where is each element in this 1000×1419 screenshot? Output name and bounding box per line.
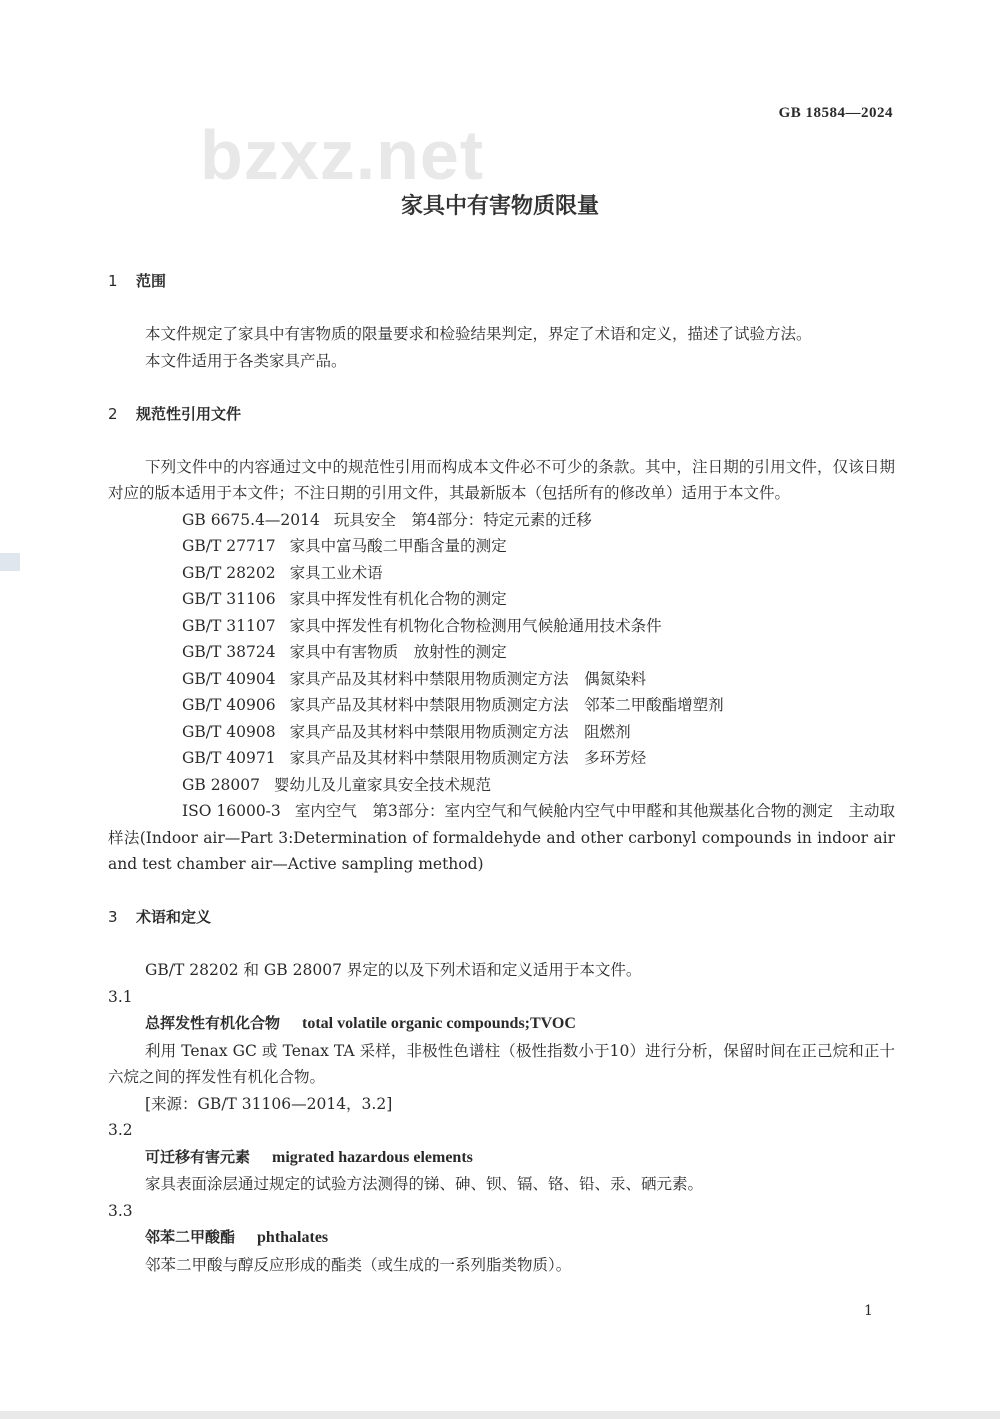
reference-code: GB/T 27717	[182, 537, 276, 555]
term-entry	[108, 1198, 895, 1279]
section-2-body	[108, 454, 895, 878]
paragraph: 下列文件中的内容通过文中的规范性引用而构成本文件必不可少的条款。其中，注日期的引用文件，仅该日期对应的版本适用于本文件；不注日期的引用文件，其最新版本（包括所有的修改单）适用于本文件。	[108, 457, 895, 502]
reference-item	[108, 798, 895, 878]
reference-list	[108, 507, 895, 878]
page-bottom-edge	[0, 1411, 1000, 1419]
term-en: migrated hazardous elements	[272, 1148, 473, 1166]
page-edge-mark	[0, 553, 20, 571]
reference-item	[108, 586, 895, 613]
page-number: 1	[864, 1303, 873, 1319]
reference-item	[108, 719, 895, 746]
term-entry	[108, 1117, 895, 1198]
term-number: 3.3	[108, 1201, 133, 1220]
reference-item	[108, 507, 895, 534]
reference-title: 家具产品及其材料中禁限用物质测定方法 邻苯二甲酸酯增塑剂	[289, 696, 724, 714]
reference-title: 家具中有害物质 放射性的测定	[289, 643, 507, 661]
term-number: 3.1	[108, 987, 133, 1006]
section-title: 术语和定义	[136, 908, 212, 926]
reference-code: GB 6675.4—2014	[182, 510, 320, 529]
reference-code: GB 28007	[182, 775, 261, 794]
term-en: total volatile organic compounds;TVOC	[302, 1015, 576, 1032]
paragraph: GB/T 28202 和 GB 28007 界定的以及下列术语和定义适用于本文件。	[145, 961, 642, 979]
reference-title: 家具产品及其材料中禁限用物质测定方法 多环芳烃	[289, 749, 647, 767]
reference-item	[108, 666, 895, 693]
document-body	[108, 268, 895, 1278]
reference-item	[108, 533, 895, 560]
reference-title: 家具中挥发性有机物化合物检测用气候舱通用技术条件	[289, 616, 662, 635]
reference-code: GB/T 40906	[182, 696, 276, 714]
reference-title: 家具产品及其材料中禁限用物质测定方法 偶氮染料	[289, 669, 647, 688]
section-number: 3	[108, 908, 118, 926]
paragraph: 本文件适用于各类家具产品。	[145, 351, 347, 370]
section-title: 规范性引用文件	[136, 404, 242, 423]
reference-item	[108, 613, 895, 640]
term-definition: 邻苯二甲酸与醇反应形成的酯类（或生成的一系列脂类物质）。	[145, 1255, 572, 1274]
term-name	[108, 1144, 895, 1172]
reference-title: 家具中富马酸二甲酯含量的测定	[289, 537, 507, 555]
reference-code: ISO 16000-3	[182, 802, 281, 820]
reference-title: 家具产品及其材料中禁限用物质测定方法 阻燃剂	[289, 722, 631, 741]
section-number: 1	[108, 272, 118, 290]
term-entry	[108, 984, 895, 1118]
term-name	[108, 1010, 895, 1038]
reference-code: GB/T 31107	[182, 616, 276, 635]
section-heading	[108, 268, 895, 295]
document-title: 家具中有害物质限量	[400, 194, 599, 219]
reference-code: GB/T 38724	[182, 643, 276, 661]
section-heading	[108, 904, 895, 931]
term-number: 3.2	[108, 1121, 133, 1139]
standard-number: GB 18584—2024	[778, 105, 893, 121]
reference-code: GB/T 31106	[182, 590, 276, 608]
term-name	[108, 1224, 895, 1252]
reference-item	[108, 772, 895, 799]
term-zh: 总挥发性有机化合物	[145, 1014, 281, 1032]
reference-code: GB/T 40971	[182, 749, 276, 767]
section-number: 2	[108, 404, 118, 423]
reference-item	[108, 560, 895, 587]
section-3-body	[108, 957, 895, 1278]
reference-title: 室内空气 第3部分：室内空气和气候舱内空气中甲醛和其他羰基化合物的测定 主动取样法(Indoor air—Part 3:Determination of formaldehyde and other carbonyl compounds in indoor air and test chamber air—Active sampling method)	[108, 802, 895, 873]
reference-title: 家具中挥发性有机化合物的测定	[289, 590, 507, 608]
term-en: phthalates	[257, 1229, 329, 1246]
reference-code: GB/T 40908	[182, 722, 276, 741]
reference-code: GB/T 40904	[182, 669, 276, 688]
reference-title: 家具工业术语	[289, 563, 383, 582]
section-heading	[108, 401, 895, 428]
paragraph: 本文件规定了家具中有害物质的限量要求和检验结果判定，界定了术语和定义，描述了试验方法。	[145, 325, 812, 343]
watermark: bzxz.net	[200, 116, 485, 194]
section-title: 范围	[136, 272, 167, 290]
term-zh: 可迁移有害元素	[145, 1147, 251, 1166]
reference-code: GB/T 28202	[182, 563, 276, 582]
term-zh: 邻苯二甲酸酯	[145, 1228, 236, 1246]
reference-title: 婴幼儿及儿童家具安全技术规范	[274, 775, 492, 794]
reference-item	[108, 692, 895, 719]
term-source: [来源：GB/T 31106—2014，3.2]	[145, 1094, 393, 1113]
reference-item	[108, 639, 895, 666]
term-definition: 利用 Tenax GC 或 Tenax TA 采样，非极性色谱柱（极性指数小于10）进行分析，保留时间在正己烷和正十六烷之间的挥发性有机化合物。	[108, 1041, 895, 1086]
section-1-body	[108, 321, 895, 374]
term-definition: 家具表面涂层通过规定的试验方法测得的锑、砷、钡、镉、铬、铅、汞、硒元素。	[145, 1175, 704, 1193]
reference-item	[108, 745, 895, 772]
reference-title: 玩具安全 第4部分：特定元素的迁移	[333, 510, 592, 529]
